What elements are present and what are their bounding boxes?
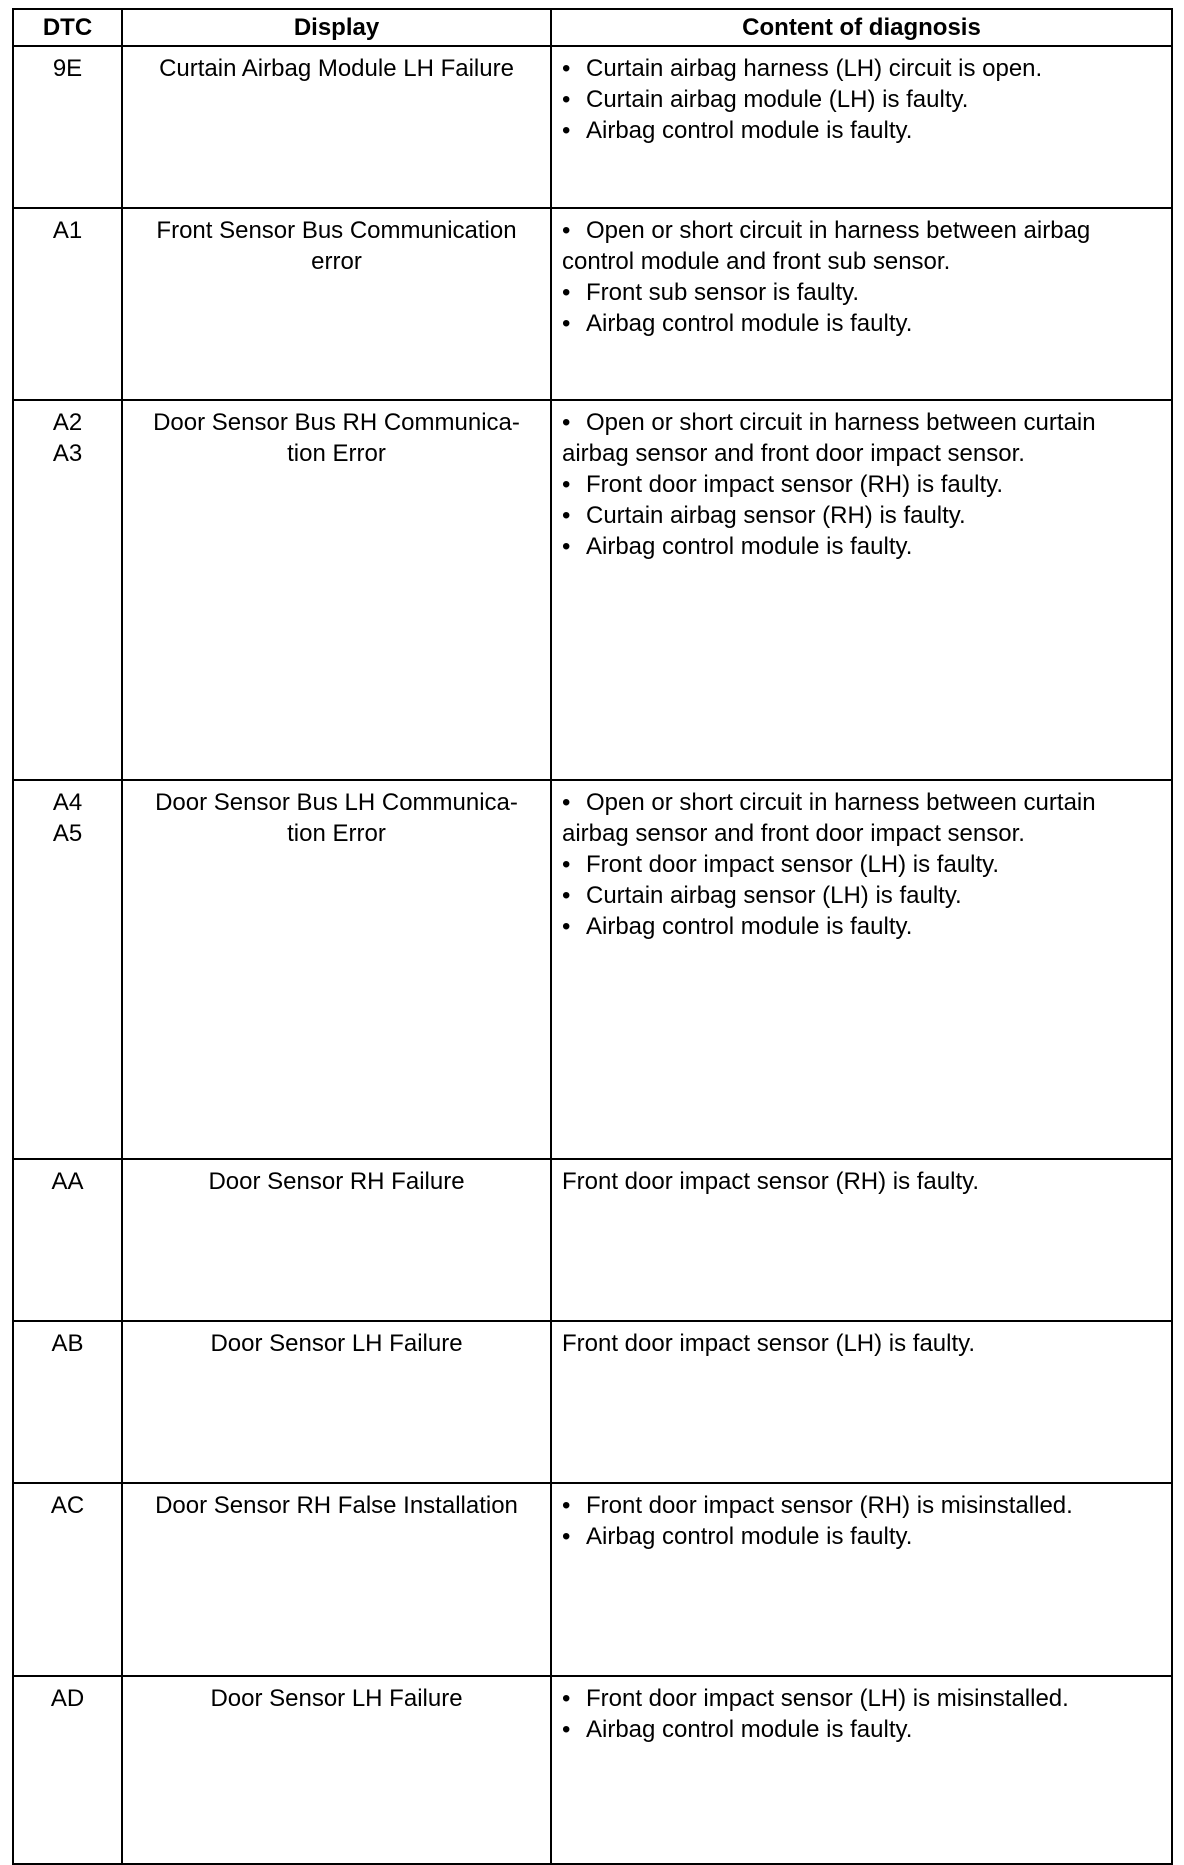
display-cell bbox=[122, 46, 551, 208]
display-cell bbox=[122, 1676, 551, 1864]
dtc-code: AC bbox=[50, 1492, 85, 1519]
dtc-code: AB bbox=[51, 1330, 84, 1357]
bullet-icon: • bbox=[562, 1685, 571, 1712]
content-line bbox=[562, 215, 1163, 246]
content-text: airbag sensor and front door impact sensor. bbox=[562, 440, 1025, 467]
content-text: Front door impact sensor (RH) is misinstalled. bbox=[586, 1492, 1073, 1519]
dtc-code-cell bbox=[13, 1159, 122, 1321]
dtc-code: AA bbox=[51, 1168, 84, 1195]
dtc-code: 9E bbox=[52, 55, 83, 82]
content-cell bbox=[551, 1483, 1172, 1676]
dtc-code: A1 bbox=[52, 217, 83, 244]
content-line bbox=[562, 849, 1163, 880]
content-line bbox=[562, 115, 1163, 146]
content-line bbox=[562, 53, 1163, 84]
dtc-code-cell bbox=[13, 1483, 122, 1676]
bullet-icon: • bbox=[562, 471, 571, 498]
content-line bbox=[562, 308, 1163, 339]
content-line bbox=[562, 818, 1163, 849]
content-line bbox=[562, 1714, 1163, 1745]
content-text: Front sub sensor is faulty. bbox=[586, 279, 859, 306]
display-text: tion Error bbox=[287, 440, 386, 467]
content-line bbox=[562, 787, 1163, 818]
header-row bbox=[13, 9, 1172, 46]
content-text: Airbag control module is faulty. bbox=[586, 310, 913, 337]
table-row bbox=[13, 780, 1172, 1159]
display-text: error bbox=[311, 248, 362, 275]
dtc-code-cell bbox=[13, 1676, 122, 1864]
bullet-icon: • bbox=[562, 55, 571, 82]
dtc-code: A3 bbox=[52, 440, 83, 467]
content-text: control module and front sub sensor. bbox=[562, 248, 951, 275]
bullet-icon: • bbox=[562, 86, 571, 113]
content-line bbox=[562, 500, 1163, 531]
bullet-icon: • bbox=[562, 310, 571, 337]
table-row bbox=[13, 1159, 1172, 1321]
bullet-icon: • bbox=[562, 502, 571, 529]
content-cell bbox=[551, 208, 1172, 400]
content-cell bbox=[551, 46, 1172, 208]
table-row bbox=[13, 400, 1172, 780]
content-line bbox=[562, 1490, 1163, 1521]
bullet-icon: • bbox=[562, 409, 571, 436]
content-cell bbox=[551, 1676, 1172, 1864]
display-text: Door Sensor RH False Installation bbox=[155, 1492, 518, 1519]
content-line bbox=[562, 1521, 1163, 1552]
dtc-table bbox=[12, 8, 1173, 1865]
dtc-code: A4 bbox=[52, 789, 83, 816]
display-cell bbox=[122, 1321, 551, 1483]
content-text: Front door impact sensor (RH) is faulty. bbox=[586, 471, 1004, 498]
display-cell bbox=[122, 400, 551, 780]
display-text: Door Sensor LH Failure bbox=[210, 1330, 463, 1357]
bullet-icon: • bbox=[562, 117, 571, 144]
content-text: Front door impact sensor (LH) is faulty. bbox=[562, 1330, 976, 1357]
content-line bbox=[562, 911, 1163, 942]
content-line bbox=[562, 1328, 1163, 1359]
display-cell bbox=[122, 1159, 551, 1321]
bullet-icon: • bbox=[562, 1492, 571, 1519]
content-text: Open or short circuit in harness between curtain bbox=[586, 409, 1096, 436]
content-text: Open or short circuit in harness between airbag bbox=[586, 217, 1091, 244]
dtc-code-cell bbox=[13, 1321, 122, 1483]
dtc-code: AD bbox=[50, 1685, 85, 1712]
content-text: Curtain airbag sensor (LH) is faulty. bbox=[586, 882, 962, 909]
display-cell bbox=[122, 208, 551, 400]
content-cell bbox=[551, 780, 1172, 1159]
header-content: Content of diagnosis bbox=[551, 9, 1172, 46]
header-display: Display bbox=[122, 9, 551, 46]
bullet-icon: • bbox=[562, 882, 571, 909]
bullet-icon: • bbox=[562, 533, 571, 560]
table-row bbox=[13, 208, 1172, 400]
dtc-code-cell bbox=[13, 208, 122, 400]
display-text: Curtain Airbag Module LH Failure bbox=[159, 55, 514, 82]
dtc-code: A5 bbox=[52, 820, 83, 847]
dtc-code-cell bbox=[13, 780, 122, 1159]
display-text: tion Error bbox=[287, 820, 386, 847]
table-row bbox=[13, 1676, 1172, 1864]
display-cell bbox=[122, 780, 551, 1159]
dtc-code: A2 bbox=[52, 409, 83, 436]
content-cell bbox=[551, 400, 1172, 780]
display-cell bbox=[122, 1483, 551, 1676]
bullet-icon: • bbox=[562, 789, 571, 816]
content-line bbox=[562, 1166, 1163, 1197]
bullet-icon: • bbox=[562, 851, 571, 878]
display-text: Door Sensor Bus RH Communica- bbox=[153, 409, 520, 436]
content-line bbox=[562, 438, 1163, 469]
bullet-icon: • bbox=[562, 279, 571, 306]
content-line bbox=[562, 277, 1163, 308]
content-text: Curtain airbag sensor (RH) is faulty. bbox=[586, 502, 966, 529]
dtc-code-cell bbox=[13, 46, 122, 208]
content-text: Front door impact sensor (LH) is misinstalled. bbox=[586, 1685, 1069, 1712]
content-text: Curtain airbag module (LH) is faulty. bbox=[586, 86, 969, 113]
display-text: Door Sensor LH Failure bbox=[210, 1685, 463, 1712]
content-line bbox=[562, 84, 1163, 115]
content-line bbox=[562, 1683, 1163, 1714]
table-body bbox=[13, 46, 1172, 1864]
content-text: Airbag control module is faulty. bbox=[586, 533, 913, 560]
content-text: Curtain airbag harness (LH) circuit is open. bbox=[586, 55, 1043, 82]
table-row bbox=[13, 46, 1172, 208]
content-text: Airbag control module is faulty. bbox=[586, 913, 913, 940]
display-text: Door Sensor RH Failure bbox=[208, 1168, 465, 1195]
content-line bbox=[562, 246, 1163, 277]
content-text: Front door impact sensor (LH) is faulty. bbox=[586, 851, 1000, 878]
bullet-icon: • bbox=[562, 1523, 571, 1550]
display-text: Door Sensor Bus LH Communica- bbox=[155, 789, 518, 816]
content-line bbox=[562, 531, 1163, 562]
content-cell bbox=[551, 1159, 1172, 1321]
display-text: Front Sensor Bus Communication bbox=[156, 217, 517, 244]
content-line bbox=[562, 469, 1163, 500]
content-text: Front door impact sensor (RH) is faulty. bbox=[562, 1168, 980, 1195]
table-row bbox=[13, 1483, 1172, 1676]
content-line bbox=[562, 880, 1163, 911]
content-text: Airbag control module is faulty. bbox=[586, 1523, 913, 1550]
content-text: Open or short circuit in harness between curtain bbox=[586, 789, 1096, 816]
bullet-icon: • bbox=[562, 1716, 571, 1743]
content-text: airbag sensor and front door impact sensor. bbox=[562, 820, 1025, 847]
bullet-icon: • bbox=[562, 217, 571, 244]
content-cell bbox=[551, 1321, 1172, 1483]
bullet-icon: • bbox=[562, 913, 571, 940]
content-line bbox=[562, 407, 1163, 438]
content-text: Airbag control module is faulty. bbox=[586, 1716, 913, 1743]
header-dtc: DTC bbox=[13, 9, 122, 46]
content-text: Airbag control module is faulty. bbox=[586, 117, 913, 144]
table-row bbox=[13, 1321, 1172, 1483]
dtc-code-cell bbox=[13, 400, 122, 780]
